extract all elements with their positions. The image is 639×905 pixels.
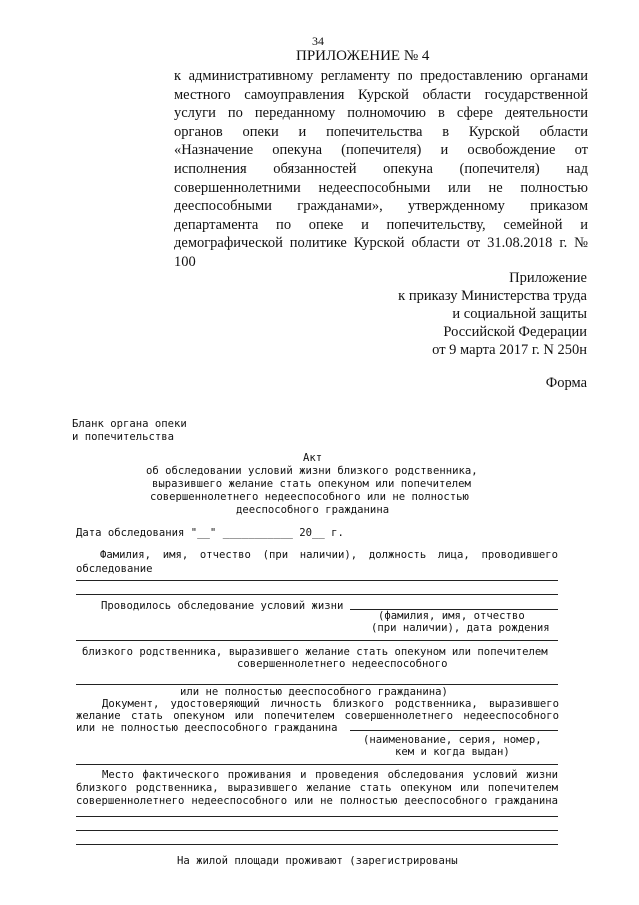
residence-line: Место фактического проживания и проведения обследования условий жизни	[102, 769, 558, 781]
act-subtitle-line: об обследовании условий жизни близкого родственника,	[146, 465, 478, 477]
regulation-line: услуги по переданному полномочию в сфере деятельности	[174, 105, 588, 122]
page-number: 34	[312, 34, 324, 48]
ministry-note-line: Российской Федерации	[443, 324, 587, 340]
hint-fio: (фамилия, имя, отчество	[378, 610, 525, 622]
id-document-line: Документ, удостоверяющий личность близкого родственника, выразившего	[102, 698, 559, 710]
act-subtitle-line: выразившего желание стать опекуном или попечителем	[152, 478, 471, 490]
regulation-line: исполнения обязанностей опекуна (попечителя) над	[174, 160, 588, 177]
regulation-line: к административному регламенту по предоставлению органами	[174, 68, 588, 84]
regulation-line: «Назначение опекуна (попечителя) и освобождение от	[174, 142, 588, 159]
ministry-note-line: Приложение	[509, 270, 587, 286]
residence-line: совершеннолетнего недееспособного или не полностью дееспособного гражданина	[76, 795, 558, 807]
id-document-line: желание стать опекуном или попечителем совершеннолетнего недееспособного	[76, 710, 559, 722]
hint-fio: (при наличии), дата рождения	[371, 622, 550, 634]
relative-description: близкого родственника, выразившего желание стать опекуном или попечителем	[82, 646, 548, 658]
blank-line	[76, 684, 558, 685]
examiner-line: Фамилия, имя, отчество (при наличии), должность лица, проводившего	[100, 549, 558, 561]
residents-line: На жилой площади проживают (зарегистрированы	[177, 855, 458, 867]
blank-line	[76, 640, 558, 641]
ministry-note-line: и социальной защиты	[452, 306, 587, 322]
blank-line	[76, 764, 558, 765]
blank-line	[76, 844, 558, 845]
regulation-line: совершеннолетними недееспособными или не полностью	[174, 179, 588, 196]
act-subtitle-line: совершеннолетнего недееспособного или не полностью	[150, 491, 469, 503]
regulation-line: 100	[174, 253, 196, 270]
relative-description: совершеннолетнего недееспособного	[237, 658, 448, 670]
blank-line	[76, 816, 558, 817]
conducted-label: Проводилось обследование условий жизни	[101, 600, 344, 612]
id-document-hint: (наименование, серия, номер,	[363, 734, 542, 746]
residence-line: близкого родственника, выразившего желание стать опекуном или попечителем	[76, 782, 558, 794]
blank-line	[76, 830, 558, 831]
regulation-line: местного самоуправления Курской области государственной	[174, 86, 588, 103]
regulation-line: демографической политике Курской области от 31.08.2018 г. №	[174, 235, 588, 252]
survey-date: Дата обследования "__" ___________ 20__ г.	[76, 527, 344, 539]
form-label: Форма	[545, 375, 587, 391]
org-blank-line: и попечительства	[72, 431, 175, 443]
blank-line	[76, 594, 558, 595]
blank-line	[76, 580, 558, 581]
relative-description: или не полностью дееспособного гражданина)	[180, 686, 448, 698]
id-document-line: или не полностью дееспособного гражданина	[76, 722, 338, 734]
act-subtitle-line: дееспособного гражданина	[236, 504, 390, 516]
ministry-note-line: от 9 марта 2017 г. N 250н	[432, 342, 587, 358]
blank-line	[350, 730, 558, 731]
ministry-note-line: к приказу Министерства труда	[398, 288, 587, 304]
regulation-line: департамента по опеке и попечительству, семейной и	[174, 216, 588, 233]
regulation-line: органов опеки и попечительства в Курской области	[174, 123, 588, 140]
id-document-hint: кем и когда выдан)	[395, 746, 510, 758]
act-title: Акт	[303, 452, 323, 464]
regulation-line: дееспособными гражданами», утвержденному приказом	[174, 198, 588, 215]
appendix-title: ПРИЛОЖЕНИЕ № 4	[296, 48, 430, 64]
examiner-line: обследование	[76, 563, 153, 575]
regulation-reference	[174, 67, 588, 272]
org-blank-line: Бланк органа опеки	[72, 418, 187, 430]
